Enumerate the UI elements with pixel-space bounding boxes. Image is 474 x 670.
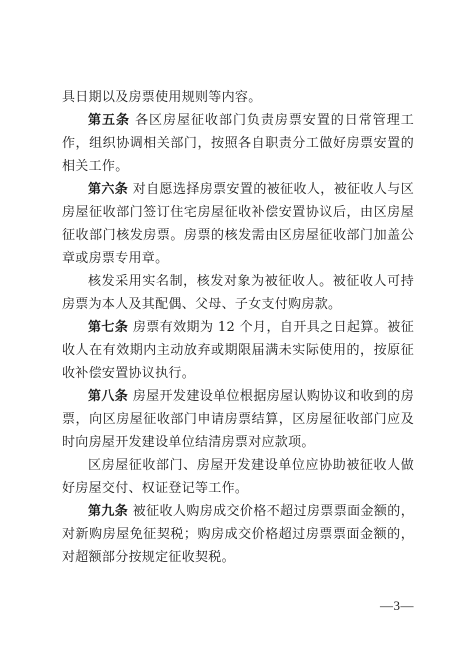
paragraph-text: 区房屋征收部门、房屋开发建设单位应协助被征收人做好房屋交付、权证登记等工作。 (62, 458, 414, 496)
article-label: 第七条 (88, 320, 129, 335)
paragraph-text: 核发采用实名制，核发对象为被征收人。被征收人可持房票为本人及其配偶、父母、子女支付购房款。 (62, 274, 414, 312)
page-number: —3— (380, 598, 414, 613)
article-6-paragraph-2 (62, 270, 414, 316)
paragraph-text: 房屋开发建设单位根据房屋认购协议和收到的房票，向区房屋征收部门申请房票结算，区房屋征收部门应及时向房屋开发建设单位结清房票对应款项。 (62, 389, 414, 450)
article-label: 第五条 (88, 113, 130, 128)
article-label: 第九条 (88, 504, 129, 519)
article-7 (62, 316, 414, 385)
article-8-paragraph-2 (62, 454, 414, 500)
paragraph-text: 对自愿选择房票安置的被征收人，被征收人与区房屋征收部门签订住宅房屋征收补偿安置协议后，由区房屋征收部门核发房票。房票的核发需由区房屋征收部门加盖公章或房票专用章。 (62, 182, 414, 266)
article-6 (62, 178, 414, 270)
article-label: 第八条 (88, 389, 129, 404)
article-label: 第六条 (88, 182, 129, 197)
document-body (62, 86, 414, 569)
paragraph-text: 各区房屋征收部门负责房票安置的日常管理工作，组织协调相关部门，按照各自职责分工做好房票安置的相关工作。 (62, 113, 414, 174)
article-9 (62, 500, 414, 569)
paragraph-text: 被征收人购房成交价格不超过房票票面金额的，对新购房屋免征契税；购房成交价格超过房票票面金额的，对超额部分按规定征收契税。 (62, 504, 414, 565)
article-8 (62, 385, 414, 454)
article-5 (62, 109, 414, 178)
paragraph-continuation (62, 86, 414, 109)
paragraph-text: 房票有效期为 12 个月，自开具之日起算。被征收人在有效期内主动放弃或期限届满未实际使用的，按原征收补偿安置协议执行。 (62, 320, 414, 381)
paragraph-text: 具日期以及房票使用规则等内容。 (62, 90, 262, 105)
